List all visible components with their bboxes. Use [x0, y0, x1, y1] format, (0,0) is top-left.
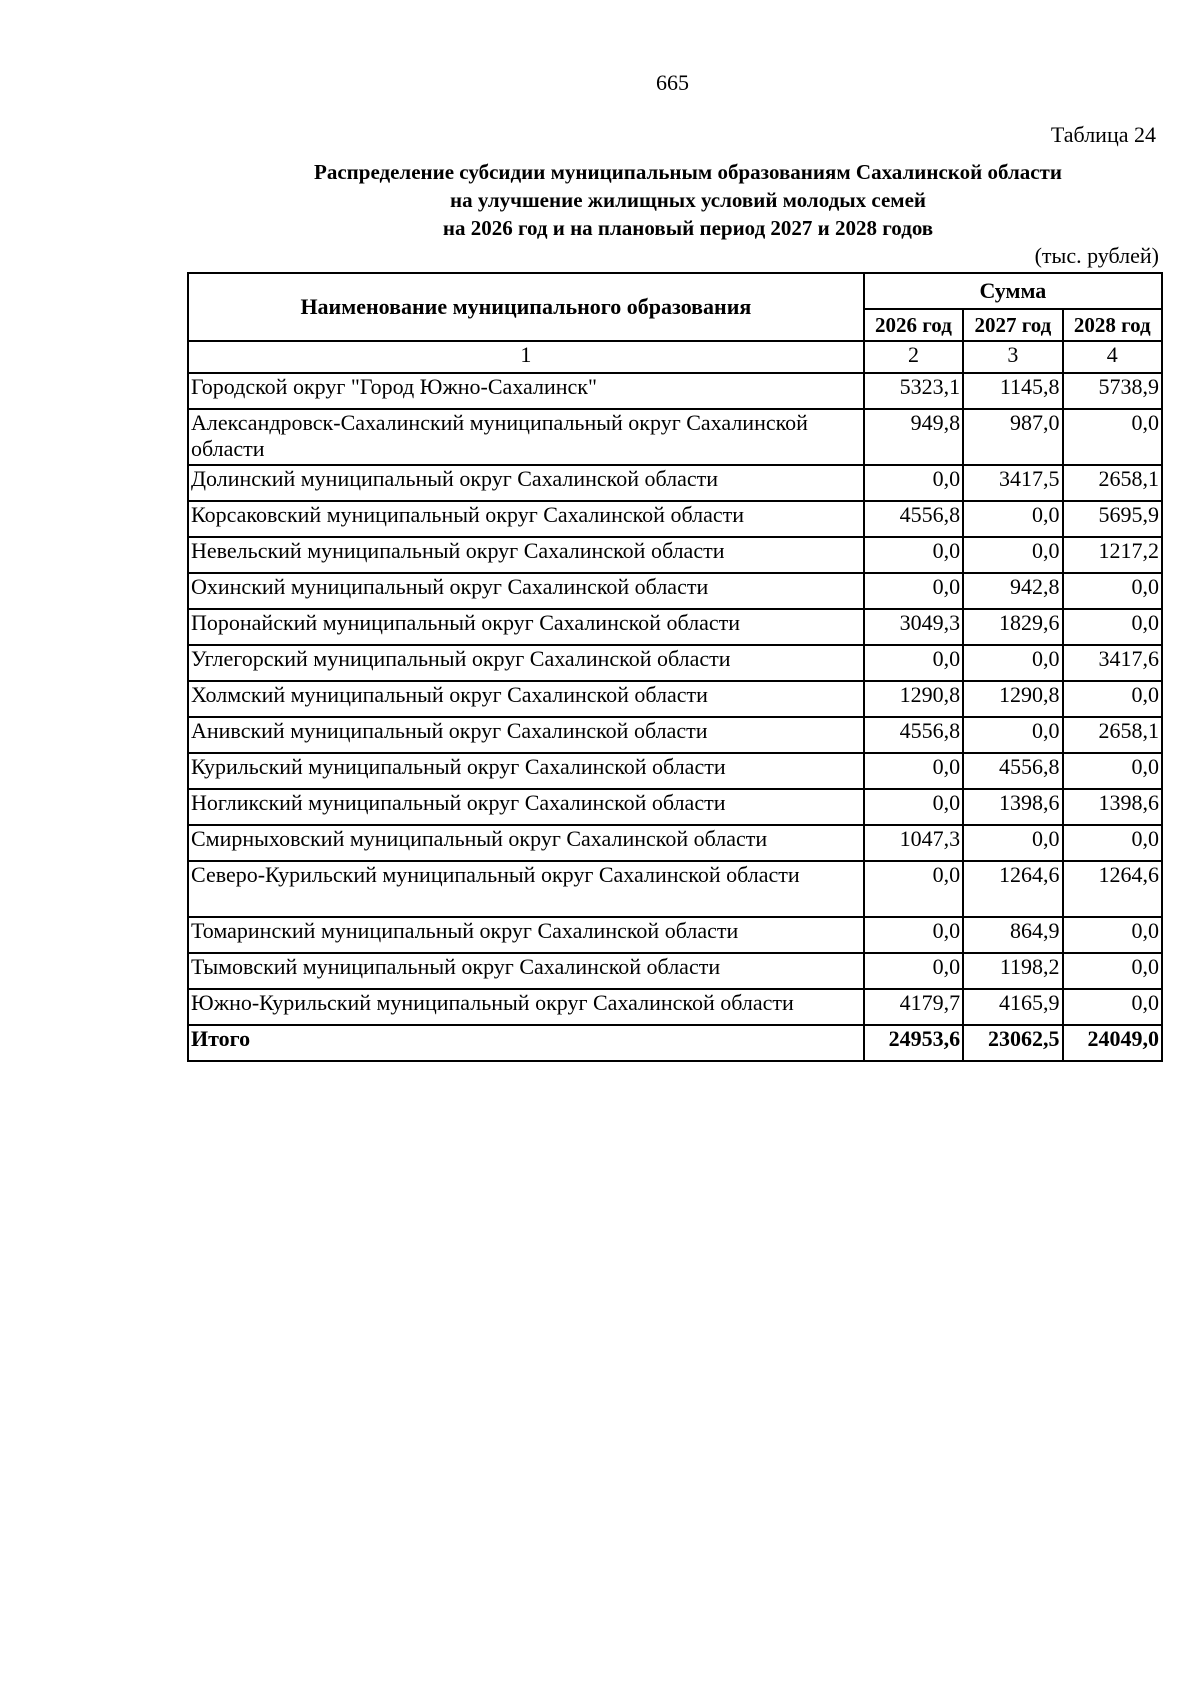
- value-2026: 0,0: [864, 861, 963, 917]
- document-title: [188, 158, 1188, 242]
- value-2026: 0,0: [864, 465, 963, 501]
- title-line-1: Распределение субсидии муниципальным образованиям Сахалинской области: [314, 160, 1062, 184]
- value-2026: 1290,8: [864, 681, 963, 717]
- value-2028: 3417,6: [1063, 645, 1162, 681]
- municipality-name: Поронайский муниципальный округ Сахалинской области: [188, 609, 864, 645]
- value-2026: 0,0: [864, 573, 963, 609]
- table-row: [188, 609, 1162, 645]
- header-year-2027: 2027 год: [963, 309, 1062, 341]
- table-row: [188, 717, 1162, 753]
- table-row: [188, 537, 1162, 573]
- column-index: 3: [963, 341, 1062, 373]
- column-index: 4: [1063, 341, 1162, 373]
- value-2028: 2658,1: [1063, 717, 1162, 753]
- value-2028: 1264,6: [1063, 861, 1162, 917]
- municipality-name: Северо-Курильский муниципальный округ Сахалинской области: [188, 861, 864, 917]
- municipality-name: Южно-Курильский муниципальный округ Сахалинской области: [188, 989, 864, 1025]
- value-2027: 4556,8: [963, 753, 1062, 789]
- value-2028: 0,0: [1063, 917, 1162, 953]
- municipality-name: Холмский муниципальный округ Сахалинской области: [188, 681, 864, 717]
- table-row: [188, 681, 1162, 717]
- value-2027: 4165,9: [963, 989, 1062, 1025]
- value-2028: 0,0: [1063, 609, 1162, 645]
- value-2027: 987,0: [963, 409, 1062, 465]
- subsidy-table: [187, 272, 1163, 1062]
- value-2028: 1217,2: [1063, 537, 1162, 573]
- table-row: [188, 789, 1162, 825]
- value-2026: 0,0: [864, 753, 963, 789]
- value-2028: 1398,6: [1063, 789, 1162, 825]
- value-2028: 5695,9: [1063, 501, 1162, 537]
- value-2026: 0,0: [864, 645, 963, 681]
- header-year-2026: 2026 год: [864, 309, 963, 341]
- value-2026: 4556,8: [864, 717, 963, 753]
- total-2028: 24049,0: [1063, 1025, 1162, 1061]
- total-2027: 23062,5: [963, 1025, 1062, 1061]
- value-2027: 3417,5: [963, 465, 1062, 501]
- column-index: 1: [188, 341, 864, 373]
- value-2027: 0,0: [963, 645, 1062, 681]
- municipality-name: Ногликский муниципальный округ Сахалинской области: [188, 789, 864, 825]
- value-2027: 864,9: [963, 917, 1062, 953]
- table-label: Таблица 24: [1050, 122, 1156, 147]
- municipality-name: Углегорский муниципальный округ Сахалинской области: [188, 645, 864, 681]
- value-2026: 4556,8: [864, 501, 963, 537]
- municipality-name: Курильский муниципальный округ Сахалинской области: [188, 753, 864, 789]
- value-2027: 942,8: [963, 573, 1062, 609]
- municipality-name: Долинский муниципальный округ Сахалинской области: [188, 465, 864, 501]
- value-2027: 1264,6: [963, 861, 1062, 917]
- value-2026: 0,0: [864, 953, 963, 989]
- value-2026: 3049,3: [864, 609, 963, 645]
- value-2026: 0,0: [864, 789, 963, 825]
- value-2027: 0,0: [963, 825, 1062, 861]
- value-2027: 1398,6: [963, 789, 1062, 825]
- table-row: [188, 825, 1162, 861]
- header-sum: Сумма: [864, 273, 1162, 309]
- table-row: [188, 573, 1162, 609]
- value-2028: 0,0: [1063, 573, 1162, 609]
- header-year-2028: 2028 год: [1063, 309, 1162, 341]
- value-2027: 1198,2: [963, 953, 1062, 989]
- value-2026: 0,0: [864, 917, 963, 953]
- table-row: [188, 861, 1162, 917]
- value-2026: 949,8: [864, 409, 963, 465]
- value-2026: 1047,3: [864, 825, 963, 861]
- value-2026: 0,0: [864, 537, 963, 573]
- value-2028: 0,0: [1063, 953, 1162, 989]
- table-row: [188, 953, 1162, 989]
- column-index-row: [188, 341, 1162, 373]
- value-2028: 0,0: [1063, 409, 1162, 465]
- header-name: Наименование муниципального образования: [188, 273, 864, 341]
- municipality-name: Тымовский муниципальный округ Сахалинской области: [188, 953, 864, 989]
- value-2027: 0,0: [963, 501, 1062, 537]
- value-2027: 1290,8: [963, 681, 1062, 717]
- value-2027: 0,0: [963, 717, 1062, 753]
- value-2027: 1145,8: [963, 373, 1062, 409]
- page-number: 665: [656, 70, 689, 95]
- municipality-name: Охинский муниципальный округ Сахалинской области: [188, 573, 864, 609]
- table-row: [188, 917, 1162, 953]
- value-2028: 0,0: [1063, 989, 1162, 1025]
- value-2028: 0,0: [1063, 681, 1162, 717]
- value-2028: 0,0: [1063, 753, 1162, 789]
- table-row: [188, 409, 1162, 465]
- total-label: Итого: [188, 1025, 864, 1061]
- value-2027: 1829,6: [963, 609, 1062, 645]
- municipality-name: Анивский муниципальный округ Сахалинской области: [188, 717, 864, 753]
- table-row: [188, 465, 1162, 501]
- table-row: [188, 645, 1162, 681]
- municipality-name: Корсаковский муниципальный округ Сахалинской области: [188, 501, 864, 537]
- total-row: [188, 1025, 1162, 1061]
- value-2026: 5323,1: [864, 373, 963, 409]
- table-body: [188, 373, 1162, 1025]
- column-index: 2: [864, 341, 963, 373]
- value-2028: 0,0: [1063, 825, 1162, 861]
- table-row: [188, 989, 1162, 1025]
- total-2026: 24953,6: [864, 1025, 963, 1061]
- units-label: (тыс. рублей): [1034, 243, 1159, 268]
- municipality-name: Томаринский муниципальный округ Сахалинской области: [188, 917, 864, 953]
- value-2028: 2658,1: [1063, 465, 1162, 501]
- municipality-name: Городской округ "Город Южно-Сахалинск": [188, 373, 864, 409]
- municipality-name: Александровск-Сахалинский муниципальный округ Сахалинской области: [188, 409, 864, 465]
- table-row: [188, 373, 1162, 409]
- municipality-name: Смирныховский муниципальный округ Сахалинской области: [188, 825, 864, 861]
- municipality-name: Невельский муниципальный округ Сахалинской области: [188, 537, 864, 573]
- value-2027: 0,0: [963, 537, 1062, 573]
- value-2028: 5738,9: [1063, 373, 1162, 409]
- table-row: [188, 501, 1162, 537]
- value-2026: 4179,7: [864, 989, 963, 1025]
- title-line-2: на улучшение жилищных условий молодых семей: [450, 188, 926, 212]
- table-row: [188, 753, 1162, 789]
- title-line-3: на 2026 год и на плановый период 2027 и 2028 годов: [442, 216, 934, 240]
